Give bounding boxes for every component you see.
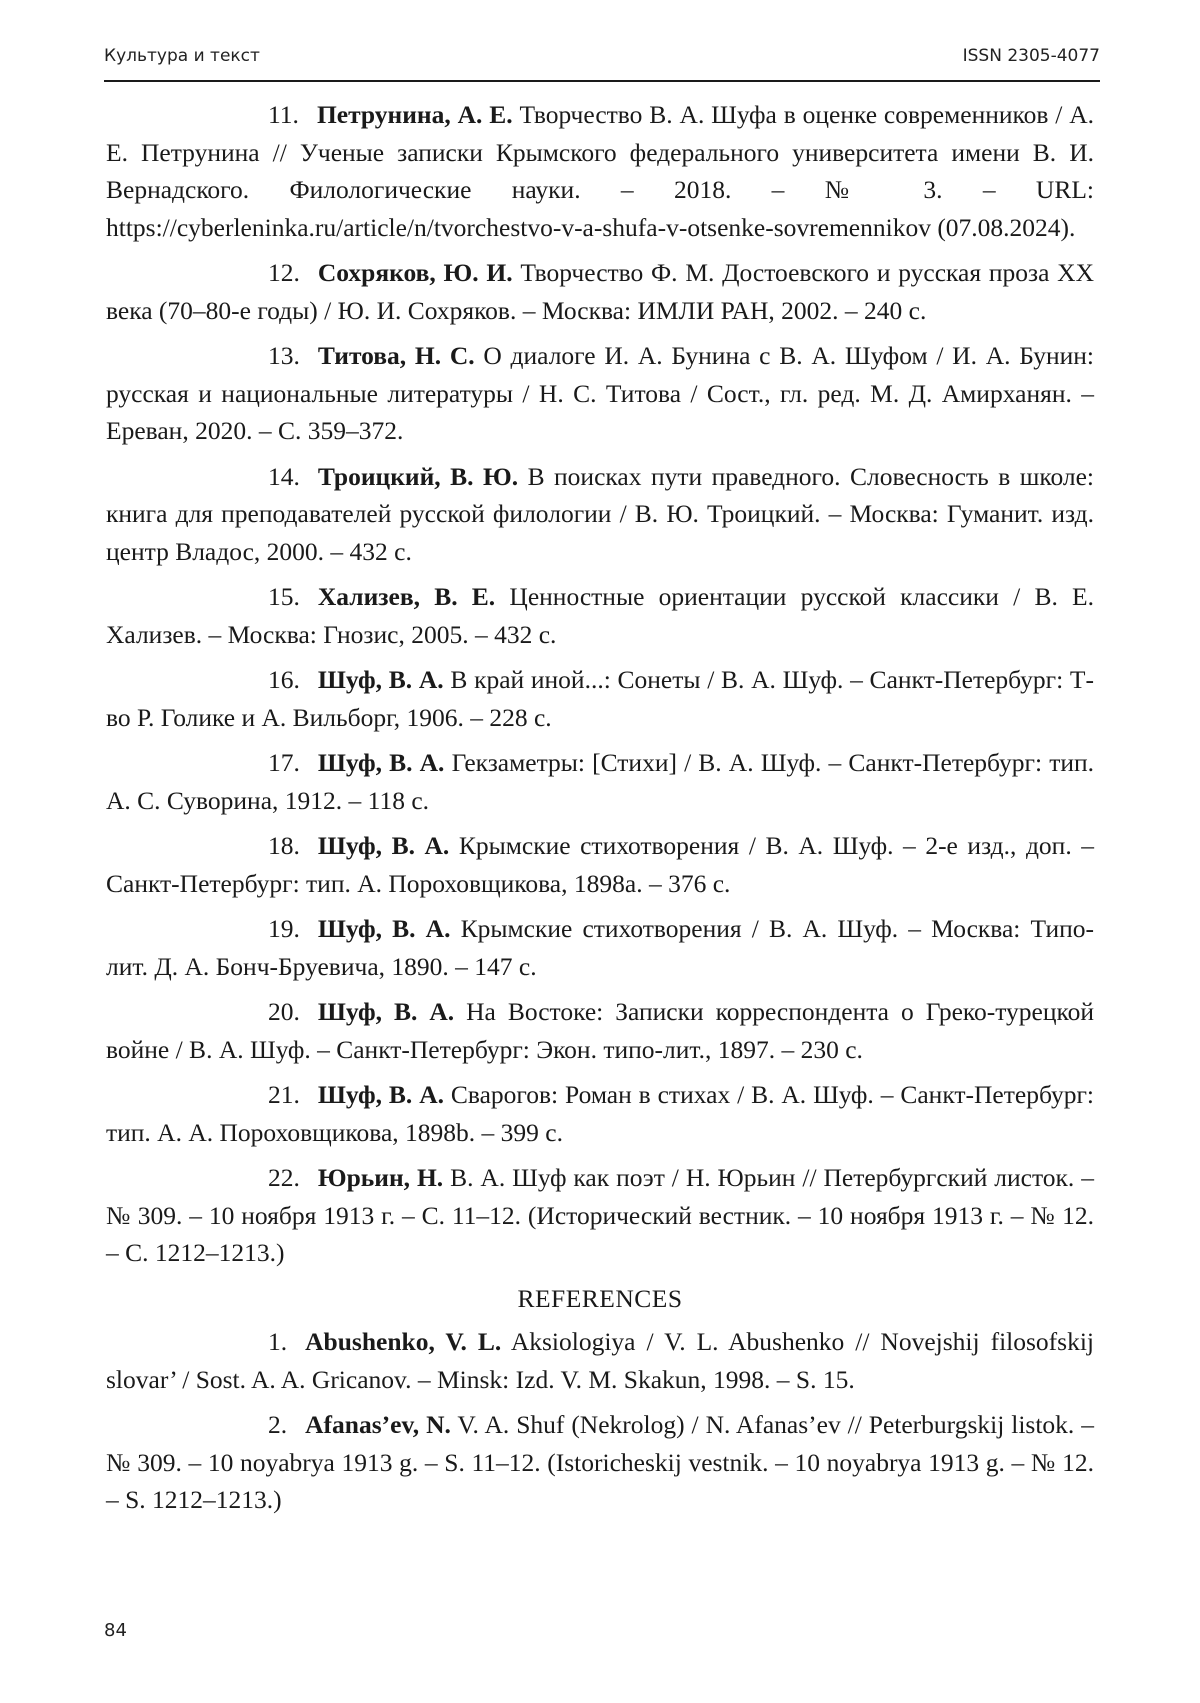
bibliography-list	[106, 96, 1094, 1272]
reference-entry	[106, 1323, 1094, 1398]
entry-text: О диалоге И. А. Бунина с В. А. Шуфом / И. А. Бунин: русская и национальные литературы / Н. С. Титова / Сост., гл. ред. М. Д. Амирханян. – Ереван, 2020. – С. 359–372.	[106, 341, 1095, 445]
entry-number: 17.	[268, 748, 300, 777]
entry-text: Крымские стихотворения / В. А. Шуф. – Москва: Типо-лит. Д. А. Бонч-Бруевича, 1890. – 147 с.	[106, 914, 1095, 981]
entry-number: 22.	[268, 1163, 300, 1192]
entry-text: Aksiologiya / V. L. Abushenko // Novejshij filosofskij slovar’ / Sost. A. A. Gricanov. – Minsk: Izd. V. M. Skakun, 1998. – S. 15.	[106, 1327, 1095, 1394]
entry-author: Шуф, В. А.	[317, 665, 444, 694]
entry-author: Шуф, В. А.	[317, 997, 455, 1026]
entry-author: Троицкий, В. Ю.	[317, 461, 519, 491]
bibliography-entry	[106, 254, 1094, 329]
bibliography-entry	[106, 1159, 1094, 1272]
bibliography-entry	[106, 827, 1094, 902]
journal-title: Культура и текст	[104, 46, 260, 66]
entry-author: Afanas’ev, N.	[305, 1410, 451, 1439]
entry-text: Ценностные ориентации русской классики / В. Е. Хализев. – Москва: Гнозис, 2005. – 432 с.	[106, 582, 1094, 649]
bibliography-entry	[106, 910, 1094, 985]
entry-number: 1.	[268, 1327, 288, 1356]
entry-author: Шуф, В. А.	[317, 1080, 444, 1109]
entry-author: Сохряков, Ю. И.	[317, 258, 513, 287]
entry-number: 21.	[268, 1080, 300, 1109]
entry-text: Сварогов: Роман в стихах / В. А. Шуф. – Санкт-Петербург: тип. А. А. Пороховщикова, 1898b. – 399 с.	[106, 1080, 1095, 1147]
entry-text: В. А. Шуф как поэт / Н. Юрьин // Петербургский листок. – № 309. – 10 ноября 1913 г. – С. 11–12. (Исторический вестник. – 10 ноября 1913 г. – № 12. – С. 1212–1213.)	[106, 1163, 1094, 1267]
entry-text: Творчество Ф. М. Достоевского и русская проза XX века (70–80-е годы) / Ю. И. Сохряков. – Москва: ИМЛИ РАН, 2002. – 240 с.	[106, 258, 1094, 325]
entry-number: 20.	[268, 997, 300, 1026]
references-section	[106, 1280, 1094, 1519]
entry-number: 14.	[268, 461, 300, 491]
bibliography-entry	[106, 744, 1094, 819]
entry-author: Хализев, В. Е.	[317, 582, 496, 611]
bibliography-entry	[106, 993, 1094, 1068]
entry-text: Гекзаметры: [Стихи] / В. А. Шуф. – Санкт-Петербург: тип. А. С. Суворина, 1912. – 118 с.	[106, 748, 1095, 815]
entry-text: В поисках пути праведного. Словесность в школе: книга для преподавателей русской филологии / В. Ю. Троицкий. – Москва: Гуманит. изд. центр Владос, 2000. – 432 с.	[106, 461, 1094, 566]
entry-author: Шуф, В. А.	[317, 748, 445, 777]
issn: ISSN 2305-4077	[962, 46, 1100, 66]
reference-entry	[106, 1406, 1094, 1519]
article-body	[106, 96, 1094, 1527]
bibliography-entry	[106, 458, 1094, 571]
entry-text: Крымские стихотворения / В. А. Шуф. – 2-е изд., доп. – Санкт-Петербург: тип. А. Пороховщикова, 1898a. – 376 с.	[106, 831, 1095, 898]
entry-text: В край иной...: Сонеты / В. А. Шуф. – Санкт-Петербург: Т-во Р. Голике и А. Вильборг, 1906. – 228 с.	[106, 665, 1094, 732]
bibliography-entry	[106, 1076, 1094, 1151]
entry-author: Титова, Н. С.	[317, 341, 475, 370]
references-heading: REFERENCES	[517, 1283, 683, 1313]
bibliography-entry	[106, 661, 1094, 736]
entry-text: V. A. Shuf (Nekrolog) / N. Afanas’ev // Peterburgskij listok. – № 309. – 10 noyabrya 1913 g. – S. 11–12. (Istoricheskij vestnik. – 10 noyabrya 1913 g. – № 12. – S. 1212–1213.)	[106, 1410, 1094, 1514]
entry-number: 11.	[268, 100, 299, 129]
entry-author: Петрунина, А. Е.	[316, 100, 513, 129]
entry-number: 15.	[268, 582, 300, 611]
bibliography-entry	[106, 337, 1094, 450]
entry-author: Шуф, В. А.	[317, 914, 451, 943]
entry-author: Abushenko, V. L.	[305, 1327, 502, 1356]
entry-author: Шуф, В. А.	[317, 831, 450, 860]
entry-number: 13.	[268, 341, 300, 370]
entry-number: 16.	[268, 665, 300, 694]
entry-author: Юрьин, Н.	[317, 1163, 444, 1192]
page-number: 84	[104, 1620, 127, 1641]
bibliography-entry	[106, 96, 1094, 246]
entry-number: 12.	[268, 258, 300, 287]
entry-text: Творчество В. А. Шуфа в оценке современников / А. Е. Петрунина // Ученые записки Крымского федерального университета имени В. И. Вернадского. Филологические науки. – 2018. – № 3. – URL: https://cyberleninka.ru/article/n/tvorchestvo-v-a-shufa-v-otsenke-sovremennikov (07.08.2024).	[106, 100, 1094, 242]
running-head	[104, 44, 1100, 82]
bibliography-entry	[106, 578, 1094, 653]
entry-number: 18.	[268, 831, 300, 860]
entry-number: 2.	[268, 1410, 288, 1439]
entry-text: На Востоке: Записки корреспондента о Греко-турецкой войне / В. А. Шуф. – Санкт-Петербург: Экон. типо-лит., 1897. – 230 с.	[106, 997, 1094, 1064]
entry-number: 19.	[268, 914, 300, 943]
